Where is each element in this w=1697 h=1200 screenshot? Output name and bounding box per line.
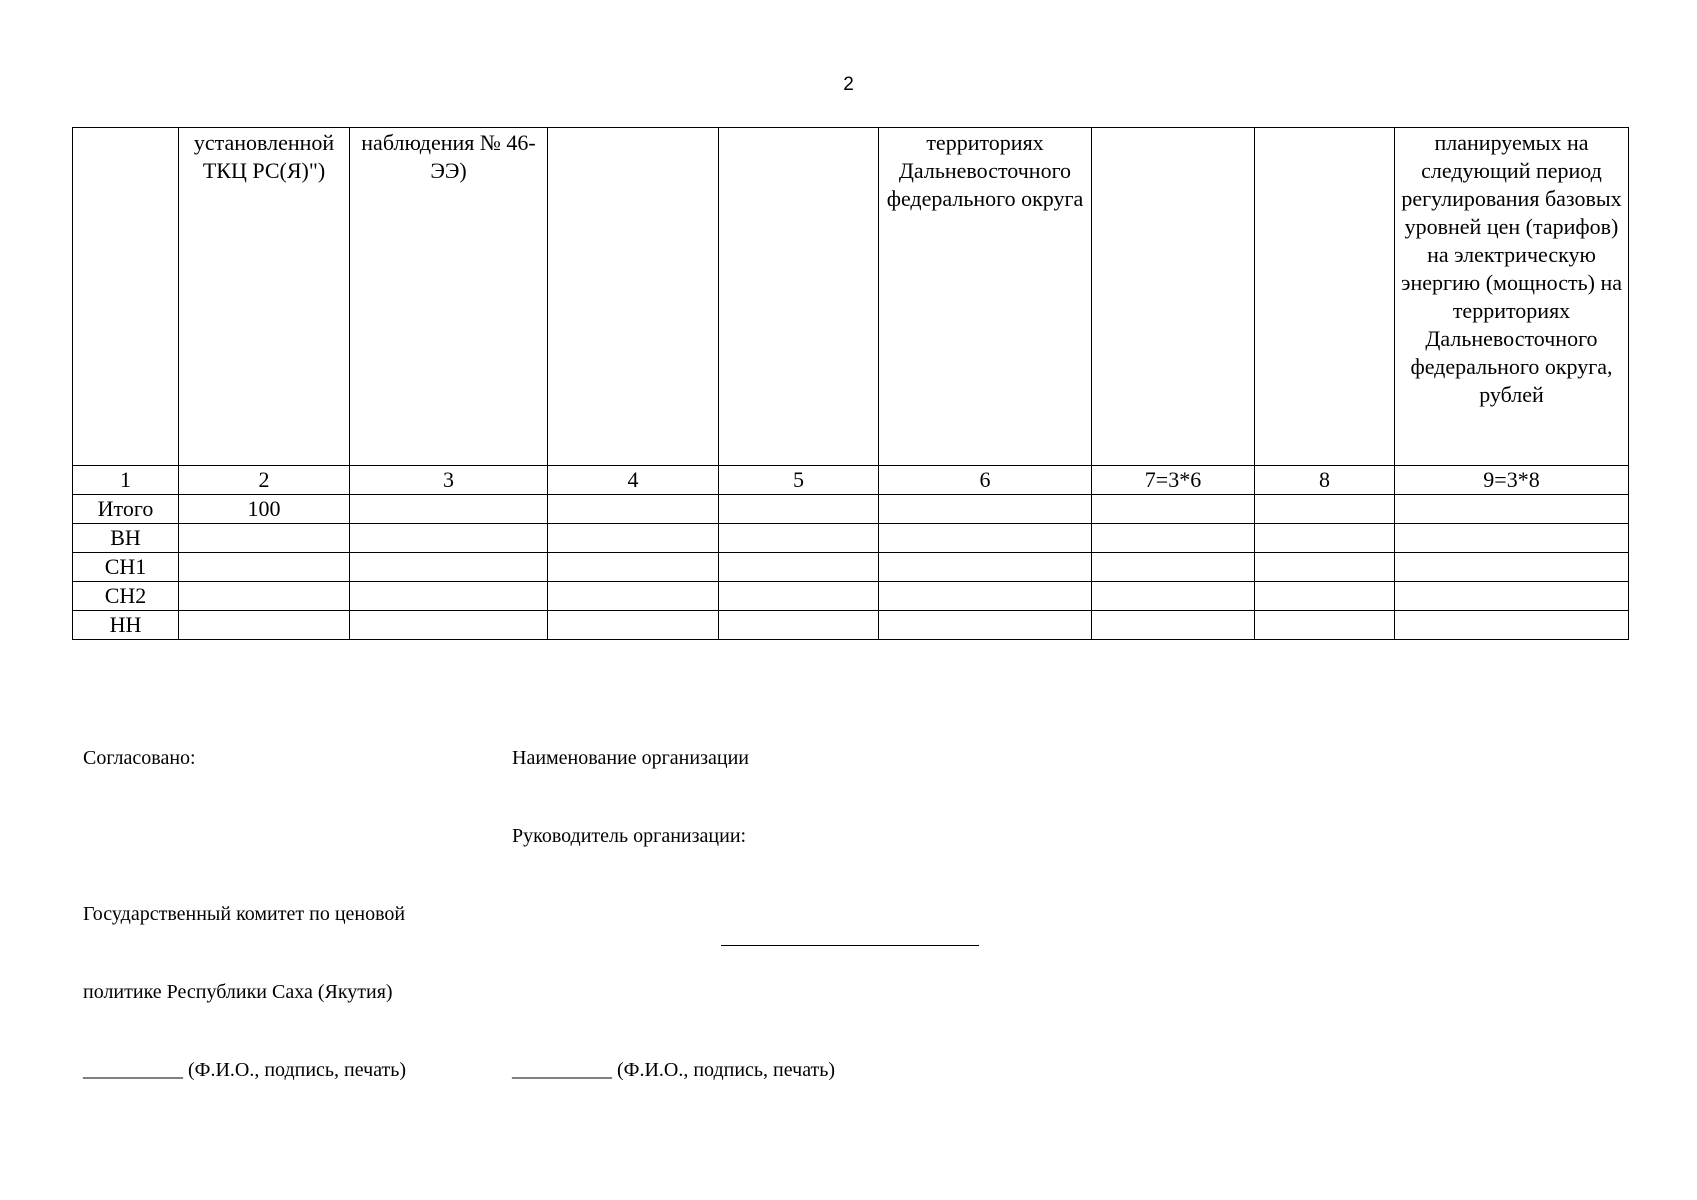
table-cell [350, 553, 548, 582]
table-cell [879, 524, 1092, 553]
tariff-table [72, 127, 1629, 640]
approval-org-line: Государственный комитет по ценовой [83, 903, 406, 925]
table-cell [1255, 495, 1395, 524]
table-cell [350, 524, 548, 553]
table-cell [1255, 611, 1395, 640]
table-cell [1092, 553, 1255, 582]
table-cell [548, 495, 719, 524]
table-cell [350, 611, 548, 640]
organization-head-title: Руководитель организации: [512, 825, 747, 847]
spacer [512, 979, 835, 1005]
table-cell [1255, 582, 1395, 611]
header-cell [73, 128, 179, 466]
table-cell [1395, 553, 1629, 582]
table-cell [179, 582, 350, 611]
table-cell [719, 524, 879, 553]
table-cell [1395, 582, 1629, 611]
column-number: 5 [719, 466, 879, 495]
column-number: 7=3*6 [1092, 466, 1255, 495]
table-cell [1092, 582, 1255, 611]
approval-org-line: политике Республики Саха (Якутия) [83, 981, 393, 1003]
organization-sign-line: __________ (Ф.И.О., подпись, печать) [512, 1059, 836, 1081]
header-cell [548, 128, 719, 466]
header-cell: наблюдения № 46-ЭЭ) [350, 128, 548, 466]
table-cell [179, 524, 350, 553]
organization-name: Наименование организации [512, 747, 749, 769]
table-cell [548, 553, 719, 582]
end-of-document-rule [721, 945, 979, 946]
table-cell [719, 553, 879, 582]
table-cell [548, 582, 719, 611]
row-label: СН1 [73, 553, 179, 582]
table-cell [719, 495, 879, 524]
row-label: НН [73, 611, 179, 640]
table-cell [719, 611, 879, 640]
table-cell [548, 611, 719, 640]
table-cell [1255, 553, 1395, 582]
column-numbering-row [73, 466, 1629, 495]
table-cell [1255, 524, 1395, 553]
table-cell [350, 582, 548, 611]
table-header-row [73, 128, 1629, 466]
row-label: Итого [73, 495, 179, 524]
table-row [73, 611, 1629, 640]
organization-signature-block [512, 693, 835, 1109]
table-cell [1395, 611, 1629, 640]
header-cell: территориях Дальневосточного федерального округа [879, 128, 1092, 466]
spacer [512, 901, 835, 927]
table-cell [879, 582, 1092, 611]
approval-sign-line: __________ (Ф.И.О., подпись, печать) [83, 1059, 407, 1081]
table-row [73, 524, 1629, 553]
table-cell [879, 611, 1092, 640]
table-cell [179, 553, 350, 582]
table-cell [719, 582, 879, 611]
header-cell: установленной ТКЦ РС(Я)") [179, 128, 350, 466]
header-cell [719, 128, 879, 466]
table-cell [1395, 524, 1629, 553]
approval-signature-block [83, 693, 406, 1109]
table-cell [879, 553, 1092, 582]
column-number: 2 [179, 466, 350, 495]
column-number: 6 [879, 466, 1092, 495]
table-cell [1395, 495, 1629, 524]
table-row [73, 495, 1629, 524]
table-cell [179, 611, 350, 640]
spacer [83, 823, 406, 849]
table-cell [879, 495, 1092, 524]
table-cell [548, 524, 719, 553]
row-label: СН2 [73, 582, 179, 611]
column-number: 8 [1255, 466, 1395, 495]
table-row [73, 553, 1629, 582]
table-row [73, 582, 1629, 611]
row-label: ВН [73, 524, 179, 553]
column-number: 3 [350, 466, 548, 495]
header-cell [1255, 128, 1395, 466]
column-number: 1 [73, 466, 179, 495]
page-number: 2 [843, 74, 854, 95]
header-cell: планируемых на следующий период регулирования базовых уровней цен (тарифов) на электрическую энергию (мощность) на территориях Дальневосточного федерального округа, рублей [1395, 128, 1629, 466]
column-number: 9=3*8 [1395, 466, 1629, 495]
table-cell [1092, 495, 1255, 524]
table-cell [1092, 524, 1255, 553]
column-number: 4 [548, 466, 719, 495]
table-cell [1092, 611, 1255, 640]
table-cell: 100 [179, 495, 350, 524]
table-cell [350, 495, 548, 524]
approval-heading: Согласовано: [83, 747, 196, 769]
header-cell [1092, 128, 1255, 466]
